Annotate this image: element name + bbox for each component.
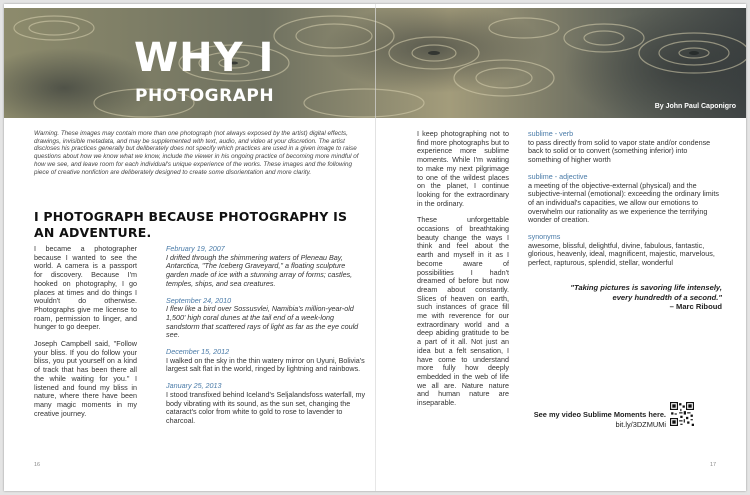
intro-paragraph: I became a photographer because I wanted to see the world. A camera is a passport for discovery. Because I'm hooked on photography, I go places at times and do things I wouldn't do otherwise. Photographs give me license to roam, permission to linger, and hunger to go deeper. — [34, 244, 137, 332]
entry-text: I drifted through the shimmering waters of Pleneau Bay, Antarctica, "The Iceberg Graveyard," a floating sculpture garden made of ice with a stunning array of forms; castles, temples, ships, and sea creatures. — [166, 252, 353, 288]
intro-paragraph: Joseph Campbell said, "Follow your bliss. If you do follow your bliss, you put yourself on a kind of track that has been there all the while waiting for you." I listened and found my bliss in nature, where there have been many magic moments in my creative journey. — [34, 339, 137, 418]
byline: By John Paul Caponigro — [654, 103, 736, 110]
article-title: WHY I — [134, 35, 275, 81]
definitions-column — [528, 130, 722, 276]
body-paragraph: I keep photographing not to find more photographs but to experience more sublime moments. While I'm waiting to make my next pilgrimage to one of the wildest places on the planet, I continue looking for the extraordinary in the ordinary. — [417, 129, 509, 208]
magazine-spread — [4, 4, 746, 491]
journal-entry — [166, 382, 366, 426]
page-number-right: 17 — [710, 462, 717, 468]
definition-text: awesome, blissful, delightful, divine, fabulous, fantastic, glorious, heavenly, ideal, magnificent, majestic, marvelous, perfect, rapturous, splendid, stellar, wonderful — [528, 240, 715, 268]
body-column — [417, 130, 509, 416]
promo-text: See my video Sublime Moments here. — [533, 410, 666, 419]
quote-author: – Marc Riboud — [669, 302, 722, 311]
journal-entries — [166, 245, 366, 434]
qr-code-icon[interactable] — [670, 402, 694, 426]
pull-quote — [534, 283, 722, 312]
entry-date: December 15, 2012 — [166, 347, 230, 357]
journal-entry — [166, 245, 366, 289]
quote-line: "Taking pictures is savoring life intensely, — [570, 283, 722, 292]
warning-note: Warning. These images may contain more than one photograph (not always exposed by the artist) digital effects, drawings, invisible metadata, and may be supplemented with text, audio, and video at your discretion. The artist discloses his practices generally but deliberately does not specify which practices are used in a given image to raise questions about how we know what we know, include the viewer in his ongoing practice of becoming more mindful of how we see, and leave room for each individual's unique experience of the works. These images and the following piece of creative nonfiction are deliberately designed to create some disorientation and more clarity. — [34, 130, 359, 176]
intro-column — [34, 245, 137, 426]
journal-entry — [166, 348, 366, 374]
entry-text: I flew like a bird over Sossusvlei, Namibia's million-year-old 1,500' high coral dunes at the tail end of a week-long sandstorm that scattered rays of light as far as the eye could see. — [166, 304, 359, 340]
entry-text: I walked on the sky in the thin watery mirror on Uyuni, Bolivia's largest salt flat in the world, ringed by lightning and rainbows. — [166, 355, 365, 374]
video-promo — [524, 410, 666, 430]
definition-label: sublime - verb — [528, 129, 574, 138]
entry-date: September 24, 2010 — [166, 295, 232, 305]
article-subtitle: PHOTOGRAPH — [135, 86, 275, 106]
entry-text: I stood transfixed behind Iceland's Seljalandsfoss waterfall, my body vibrating with its sound, as the sun set, changing the cataract's color from white to gold to rose to lavender to charcoal. — [166, 389, 366, 425]
promo-link[interactable]: bit.ly/3DZMUMi — [615, 420, 666, 429]
quote-line: every hundredth of a second." — [612, 292, 722, 302]
page-number-left: 16 — [34, 462, 41, 468]
body-paragraph: These unforgettable occasions of breathtaking beauty change the ways I think and feel about the earth and myself in it as I become aware of possibilities I hadn't dreamed of before but now dream about constantly. Slices of heaven on earth, such instances of grace fill me with reverence for our extraordinary world and a deep abiding gratitude to be a part of it all. Not just an idea but a felt sensation, I have come to understand more fully how deeply embedded in the web of life we all are. Nature nature and human nature are inseparable. — [417, 215, 509, 408]
entry-date: February 19, 2007 — [166, 244, 225, 253]
definition-text: a meeting of the objective-external (physical) and the subjective-internal (emotional): exceeding the ordinary limits of an individual's capacities, we allow our emotions to overwhelm our rationality as we experience the terrifying wonder of creation. — [528, 180, 719, 225]
definition-text: to pass directly from solid to vapor state and/or condense back to solid or to convert (something inferior) into something of higher worth — [528, 137, 711, 165]
journal-entry — [166, 297, 366, 341]
page-gutter — [375, 4, 376, 491]
entry-date: January 25, 2013 — [166, 381, 222, 391]
definition-label: synonyms — [528, 232, 561, 242]
definition-label: sublime - adjective — [528, 171, 588, 181]
section-heading: I PHOTOGRAPH BECAUSE PHOTOGRAPHY IS AN ADVENTURE. — [34, 209, 348, 240]
